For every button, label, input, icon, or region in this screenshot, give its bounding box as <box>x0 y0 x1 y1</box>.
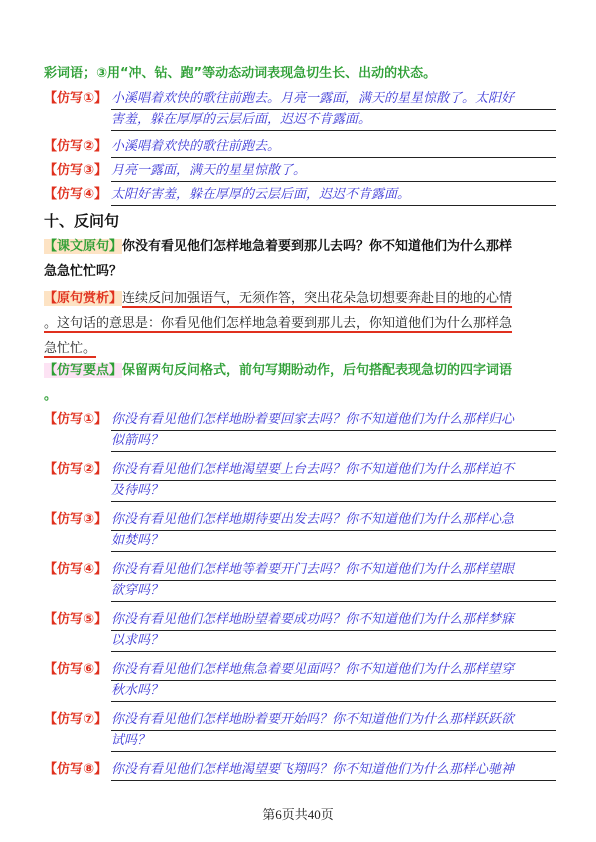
bottom-example-5 <box>44 610 556 652</box>
example-tag: 【仿写④】 <box>44 187 108 202</box>
example-line: 月亮一露面，满天的星星惊散了。 <box>111 161 556 182</box>
analysis-line: 连续反问加强语气，无须作答，突出花朵急切想要奔赴目的地的心情 <box>122 291 513 306</box>
example-line: 如焚吗？ <box>111 531 556 552</box>
example-line: 太阳好害羞，躲在厚厚的云层后面，迟迟不肯露面。 <box>111 185 556 206</box>
bottom-example-6 <box>44 660 556 702</box>
section-title: 十、反问句 <box>44 212 120 230</box>
analysis-line: 。这句话的意思是：你看见他们怎样地急着要到那儿去，你知道他们为什么那样急 <box>44 316 513 331</box>
example-tag: 【仿写⑧】 <box>44 762 108 777</box>
top-example-3 <box>44 161 556 182</box>
example-line: 你没有看见他们怎样地渴望要上台去吗？你不知道他们为什么那样迫不 <box>111 460 556 481</box>
example-line: 你没有看见他们怎样地渴望要飞翔吗？你不知道他们为什么那样心驰神 <box>111 760 556 781</box>
example-line: 你没有看见他们怎样地盼着要回家去吗？你不知道他们为什么那样归心 <box>111 410 556 431</box>
page-number: 第6页共40页 <box>262 807 334 822</box>
example-tag: 【仿写②】 <box>44 139 108 154</box>
example-line: 试吗？ <box>111 731 556 752</box>
key-points-tag: 【仿写要点】 <box>44 363 123 378</box>
bottom-example-7 <box>44 710 556 752</box>
example-line: 你没有看见他们怎样地盼望着要成功吗？你不知道他们为什么那样梦寐 <box>111 610 556 631</box>
bottom-example-1 <box>44 410 556 452</box>
example-line: 你没有看见他们怎样地盼着要开始吗？你不知道他们为什么那样跃跃欲 <box>111 710 556 731</box>
top-example-4 <box>44 185 556 206</box>
example-line: 害羞，躲在厚厚的云层后面，迟迟不肯露面。 <box>111 110 556 131</box>
analysis-line: 急忙忙。 <box>44 341 97 356</box>
top-example-1 <box>44 89 556 131</box>
example-line: 你没有看见他们怎样地等着要开门去吗？你不知道他们为什么那样望眼 <box>111 560 556 581</box>
example-line: 似箭吗？ <box>111 431 556 452</box>
bottom-example-4 <box>44 560 556 602</box>
example-tag: 【仿写①】 <box>44 91 108 106</box>
example-line: 你没有看见他们怎样地期待要出发去吗？你不知道他们为什么那样心急 <box>111 510 556 531</box>
bottom-example-8 <box>44 760 556 781</box>
example-tag: 【仿写②】 <box>44 462 108 477</box>
example-line: 你没有看见他们怎样地焦急着要见面吗？你不知道他们为什么那样望穿 <box>111 660 556 681</box>
analysis-tag: 【原句赏析】 <box>44 291 123 306</box>
example-line: 秋水吗？ <box>111 681 556 702</box>
top-example-2 <box>44 137 556 158</box>
example-line: 小溪唱着欢快的歌往前跑去。月亮一露面，满天的星星惊散了。太阳好 <box>111 89 556 110</box>
bottom-example-2 <box>44 460 556 502</box>
example-tag: 【仿写①】 <box>44 412 108 427</box>
key-points <box>44 358 556 408</box>
example-line: 及待吗？ <box>111 481 556 502</box>
example-tag: 【仿写③】 <box>44 163 108 178</box>
intro-line: 彩词语；③用“冲、钻、跑”等动态动词表现急切生长、出动的状态。 <box>44 66 437 81</box>
example-line: 小溪唱着欢快的歌往前跑去。 <box>111 137 556 158</box>
example-tag: 【仿写④】 <box>44 562 108 577</box>
original-sentence <box>44 234 556 284</box>
original-line: 你没有看见他们怎样地急着要到那儿去吗？你不知道他们为什么那样 <box>122 239 513 254</box>
key-points-line: 。 <box>44 388 58 403</box>
example-line: 欲穿吗？ <box>111 581 556 602</box>
example-tag: 【仿写⑤】 <box>44 612 108 627</box>
original-tag: 【课文原句】 <box>44 239 123 254</box>
key-points-line: 保留两句反问格式，前句写期盼动作，后句搭配表现急切的四字词语 <box>122 363 513 378</box>
example-line: 以求吗？ <box>111 631 556 652</box>
example-tag: 【仿写③】 <box>44 512 108 527</box>
example-tag: 【仿写⑥】 <box>44 662 108 677</box>
analysis <box>44 286 556 361</box>
bottom-example-3 <box>44 510 556 552</box>
original-line: 急急忙忙吗？ <box>44 264 123 279</box>
example-tag: 【仿写⑦】 <box>44 712 108 727</box>
